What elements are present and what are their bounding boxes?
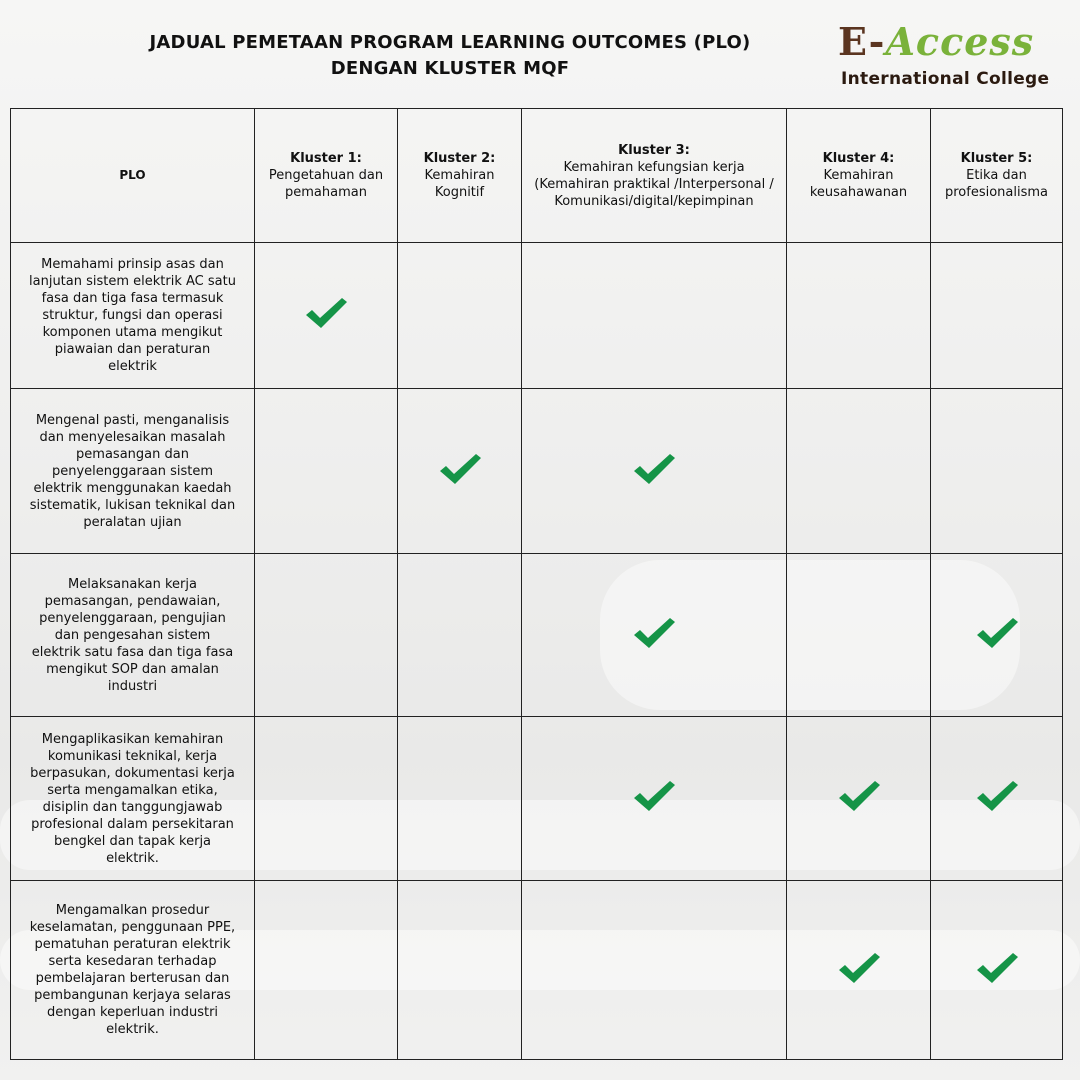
header-cluster-1: Kluster 1: Pengetahuan dan pemahaman bbox=[255, 109, 398, 243]
cluster-2-cell bbox=[398, 717, 522, 881]
checkmark-icon bbox=[304, 295, 348, 331]
cluster-1-cell bbox=[255, 554, 398, 717]
cluster-3-cell bbox=[522, 243, 787, 389]
checkmark-icon bbox=[975, 950, 1019, 986]
table-header-row bbox=[11, 109, 1063, 243]
header-cluster-5: Kluster 5: Etika dan profesionalisma bbox=[931, 109, 1063, 243]
plo-description: Mengaplikasikan kemahiran komunikasi teknikal, kerja berpasukan, dokumentasi kerja serta mengamalkan etika, disiplin dan tanggungjawab profesional dalam persekitaran bengkel dan tapak kerja elektrik. bbox=[11, 717, 255, 881]
table-row bbox=[11, 881, 1063, 1060]
checkmark-icon bbox=[438, 451, 482, 487]
table-row bbox=[11, 717, 1063, 881]
cluster-2-cell bbox=[398, 554, 522, 717]
cluster-5-cell bbox=[931, 881, 1063, 1060]
cluster-3-cell bbox=[522, 717, 787, 881]
cluster-1-cell bbox=[255, 389, 398, 554]
table-row bbox=[11, 243, 1063, 389]
title-line-2: DENGAN KLUSTER MQF bbox=[330, 58, 570, 79]
cluster-4-cell bbox=[787, 389, 931, 554]
plo-description: Mengenal pasti, menganalisis dan menyelesaikan masalah pemasangan dan penyelenggaraan sistem elektrik menggunakan kaedah sistematik, lukisan teknikal dan peralatan ujian bbox=[11, 389, 255, 554]
logo-access: Access bbox=[885, 19, 1035, 64]
college-logo bbox=[838, 20, 1053, 95]
table-row bbox=[11, 389, 1063, 554]
cluster-5-cell bbox=[931, 243, 1063, 389]
cluster-5-cell bbox=[931, 389, 1063, 554]
cluster-1-cell bbox=[255, 717, 398, 881]
cluster-4-cell bbox=[787, 881, 931, 1060]
cluster-1-cell bbox=[255, 881, 398, 1060]
logo-subtitle: International College bbox=[841, 69, 1050, 89]
checkmark-icon bbox=[632, 778, 676, 814]
checkmark-icon bbox=[632, 615, 676, 651]
checkmark-icon bbox=[837, 778, 881, 814]
header-cluster-3: Kluster 3: Kemahiran kefungsian kerja (Kemahiran praktikal /Interpersonal / Komunikasi/digital/kepimpinan bbox=[522, 109, 787, 243]
cluster-5-cell bbox=[931, 554, 1063, 717]
checkmark-icon bbox=[632, 451, 676, 487]
cluster-3-cell bbox=[522, 554, 787, 717]
cluster-4-cell bbox=[787, 554, 931, 717]
title-line-1: JADUAL PEMETAAN PROGRAM LEARNING OUTCOMES (PLO) bbox=[149, 32, 751, 53]
cluster-2-cell bbox=[398, 881, 522, 1060]
plo-mapping-table bbox=[10, 108, 1063, 1060]
plo-description: Mengamalkan prosedur keselamatan, penggunaan PPE, pematuhan peraturan elektrik serta kesedaran terhadap pembelajaran berterusan dan pembangunan kerjaya selaras dengan keperluan industri elektrik. bbox=[11, 881, 255, 1060]
header-plo: PLO bbox=[11, 109, 255, 243]
cluster-3-cell bbox=[522, 389, 787, 554]
checkmark-icon bbox=[975, 778, 1019, 814]
cluster-4-cell bbox=[787, 243, 931, 389]
header-cluster-2: Kluster 2: Kemahiran Kognitif bbox=[398, 109, 522, 243]
cluster-2-cell bbox=[398, 389, 522, 554]
cluster-5-cell bbox=[931, 717, 1063, 881]
plo-description: Melaksanakan kerja pemasangan, pendawaian, penyelenggaraan, pengujian dan pengesahan sistem elektrik satu fasa dan tiga fasa mengikut SOP dan amalan industri bbox=[11, 554, 255, 717]
table-row bbox=[11, 554, 1063, 717]
header-cluster-4: Kluster 4: Kemahiran keusahawanan bbox=[787, 109, 931, 243]
cluster-1-cell bbox=[255, 243, 398, 389]
checkmark-icon bbox=[837, 950, 881, 986]
cluster-4-cell bbox=[787, 717, 931, 881]
cluster-3-cell bbox=[522, 881, 787, 1060]
page-title bbox=[60, 30, 840, 82]
cluster-2-cell bbox=[398, 243, 522, 389]
logo-wordmark bbox=[838, 20, 1034, 64]
logo-e: E- bbox=[838, 19, 886, 64]
checkmark-icon bbox=[975, 615, 1019, 651]
plo-description: Memahami prinsip asas dan lanjutan sistem elektrik AC satu fasa dan tiga fasa termasuk struktur, fungsi dan operasi komponen utama mengikut piawaian dan peraturan elektrik bbox=[11, 243, 255, 389]
